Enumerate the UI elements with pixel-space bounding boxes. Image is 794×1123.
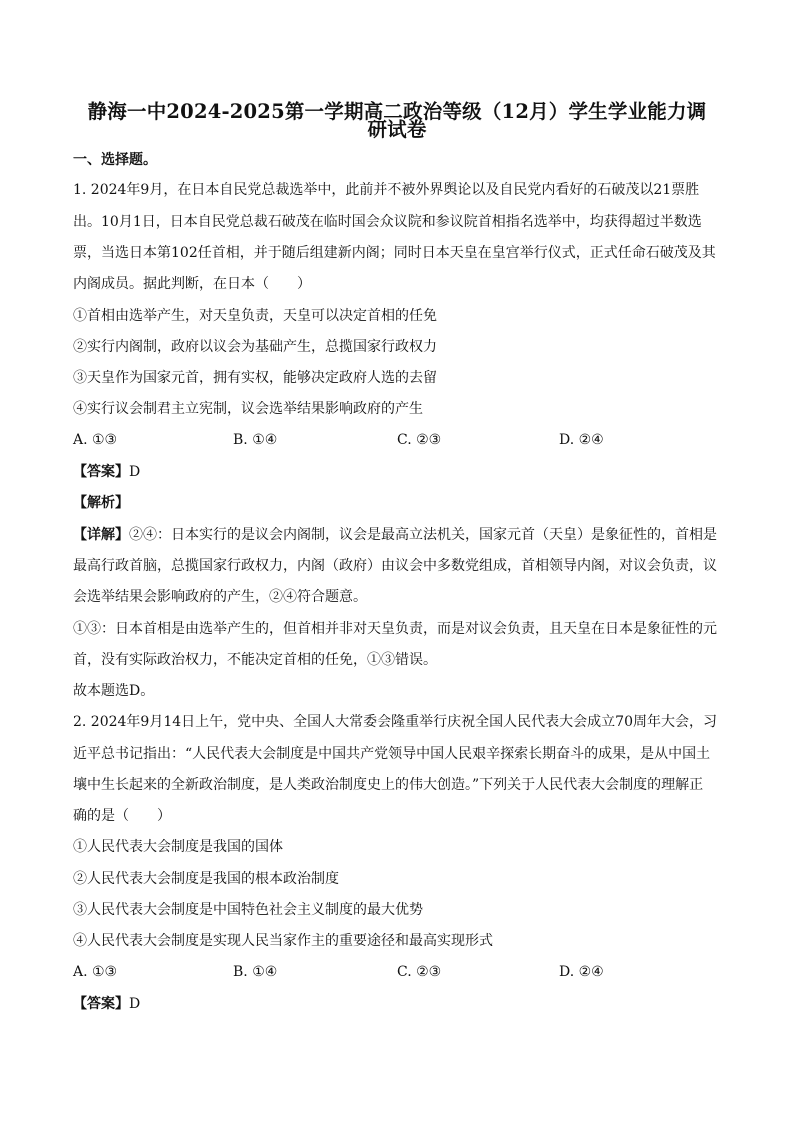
q1-statement: ②实行内阁制，政府以议会为基础产生，总揽国家行政权力 (73, 339, 437, 355)
detail-tag: 【详解】 (73, 527, 129, 543)
q1-options (73, 431, 733, 449)
q2-options (73, 963, 733, 981)
answer-value: D (129, 464, 141, 480)
detail-text: ②④：日本实行的是议会内阁制，议会是最高立法机关，国家元首（天皇）是象征性的，首相是 (129, 527, 717, 543)
q2-stem-line: 确的是（ ） (73, 808, 171, 824)
q2-statement: ①人民代表大会制度是我国的国体 (73, 839, 283, 855)
q2-stem-line: 2. 2024年9月14日上午，党中央、全国人大常委会隆重举行庆祝全国人民代表大会成立70周年大会，习 (73, 714, 717, 730)
q1-detail-line: 最高行政首脑，总揽国家行政权力，内阁（政府）由议会中多数党组成，首相领导内阁，对议会负责，议 (73, 558, 717, 574)
q2-option-a: A. ①③ (73, 964, 118, 980)
q1-analysis-heading (73, 494, 129, 512)
answer-tag: 【答案】 (73, 996, 129, 1012)
q1-option-c: C. ②③ (397, 432, 442, 448)
answer-value: D (129, 996, 141, 1012)
q1-option-a: A. ①③ (73, 432, 118, 448)
q2-option-b: B. ①④ (233, 964, 278, 980)
q2-stem-line: 近平总书记指出：“人民代表大会制度是中国共产党领导中国人民艰辛探索长期奋斗的成果，是从中国土 (73, 746, 711, 762)
q1-statement: ①首相由选举产生，对天皇负责，天皇可以决定首相的任免 (73, 308, 437, 324)
q1-detail-line: 会选举结果会影响政府的产生，②④符合题意。 (73, 589, 367, 605)
q1-answer (73, 463, 140, 481)
q2-statement: ④人民代表大会制度是实现人民当家作主的重要途径和最高实现形式 (73, 933, 493, 949)
q1-detail-line (73, 526, 717, 544)
q1-statement: ③天皇作为国家元首，拥有实权，能够决定政府人选的去留 (73, 370, 437, 386)
q1-option-b: B. ①④ (233, 432, 278, 448)
q1-stem-line: 内阁成员。据此判断，在日本（ ） (73, 276, 311, 292)
analysis-tag: 【解析】 (73, 495, 129, 511)
q1-option-d: D. ②④ (559, 432, 604, 448)
q1-statement: ④实行议会制君主立宪制，议会选举结果影响政府的产生 (73, 401, 423, 417)
q1-stem-line: 票，当选日本第102任首相，并于随后组建新内阁；同时日本天皇在皇宫举行仪式，正式任命石破茂及其 (73, 245, 716, 261)
q2-option-d: D. ②④ (559, 964, 604, 980)
section-heading: 一、选择题。 (73, 152, 157, 168)
exam-title-line-2: 研试卷 (367, 118, 427, 141)
q2-answer (73, 995, 140, 1013)
q1-detail-line: 首，没有实际政治权力，不能决定首相的任免，①③错误。 (73, 652, 437, 668)
q2-statement: ③人民代表大会制度是中国特色社会主义制度的最大优势 (73, 902, 423, 918)
exam-title-line-1: 静海一中2024-2025第一学期高二政治等级（12月）学生学业能力调 (87, 100, 707, 123)
q1-conclusion: 故本题选D。 (73, 683, 155, 699)
q1-detail-line: ①③：日本首相是由选举产生的，但首相并非对天皇负责，而是对议会负责，且天皇在日本是象征性的元 (73, 621, 717, 637)
q1-stem-line: 出。10月1日，日本自民党总裁石破茂在临时国会众议院和参议院首相指名选举中，均获得超过半数选 (73, 214, 702, 230)
answer-tag: 【答案】 (73, 464, 129, 480)
q2-option-c: C. ②③ (397, 964, 442, 980)
q2-statement: ②人民代表大会制度是我国的根本政治制度 (73, 871, 339, 887)
q1-stem-line: 1. 2024年9月，在日本自民党总裁选举中，此前并不被外界舆论以及自民党内看好的石破茂以21票胜 (73, 182, 700, 198)
q2-stem-line: 壤中生长起来的全新政治制度，是人类政治制度史上的伟大创造。”下列关于人民代表大会制度的理解正 (73, 777, 704, 793)
